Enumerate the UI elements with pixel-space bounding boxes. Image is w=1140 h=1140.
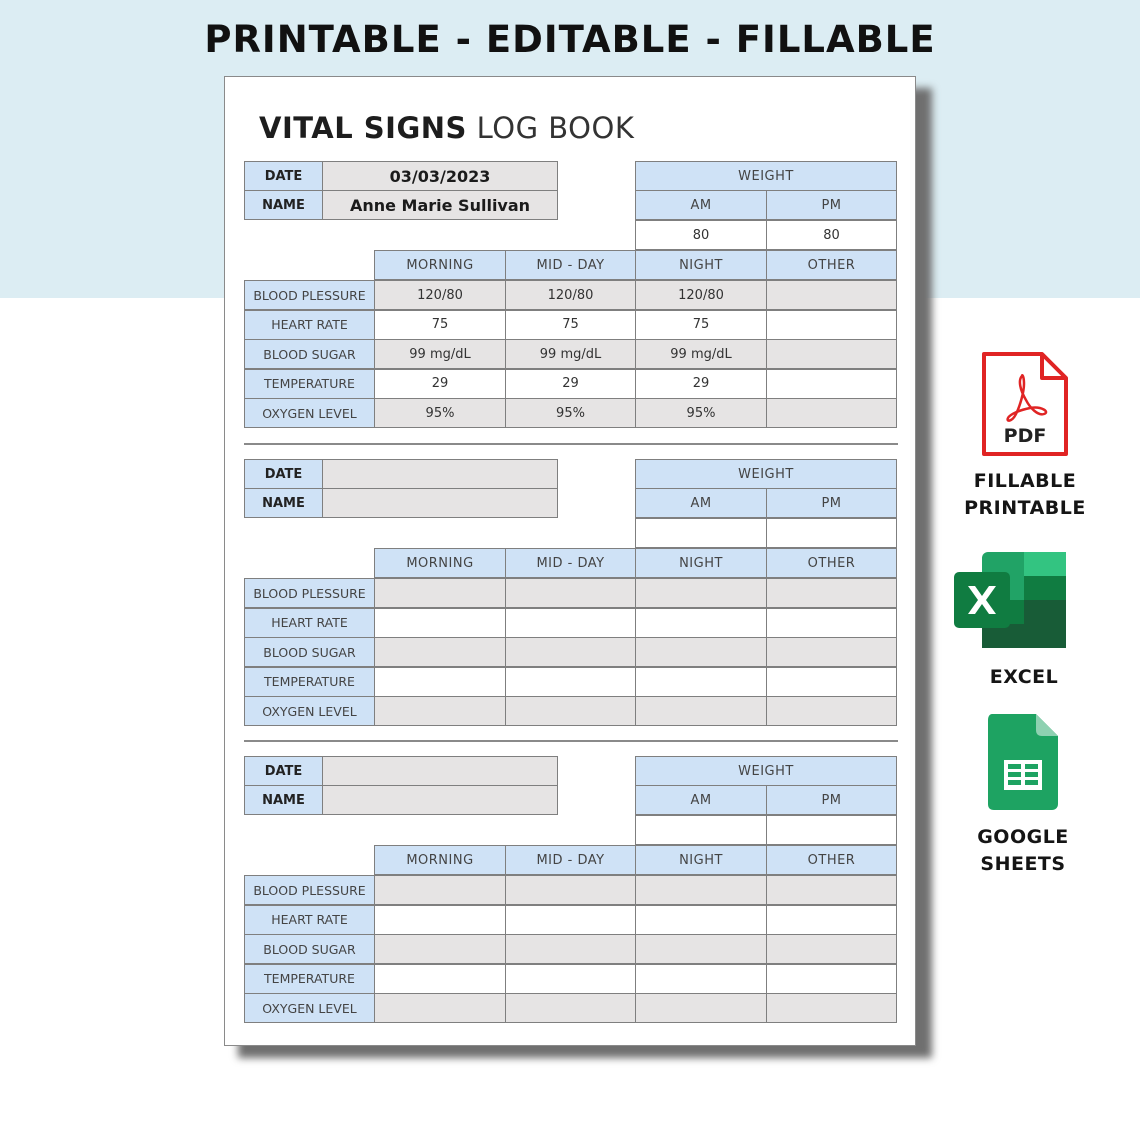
- vital-value-cell[interactable]: [766, 905, 897, 935]
- weight-am-header: AM: [635, 190, 767, 220]
- entry-block-3: [244, 756, 898, 1024]
- vital-value-cell[interactable]: [374, 608, 506, 638]
- column-header: NIGHT: [635, 548, 767, 578]
- pdf-label-line1: FILLABLE: [973, 470, 1077, 492]
- row-label: HEART RATE: [244, 608, 375, 638]
- vital-value-cell[interactable]: [505, 875, 636, 905]
- name-label: NAME: [244, 190, 323, 220]
- vital-value-cell[interactable]: 120/80: [505, 280, 636, 310]
- column-header: MID - DAY: [505, 845, 636, 875]
- sheets-label-line1: GOOGLE: [977, 826, 1069, 848]
- row-label: HEART RATE: [244, 310, 375, 340]
- vital-value-cell[interactable]: [635, 934, 767, 964]
- column-header: NIGHT: [635, 250, 767, 280]
- name-field[interactable]: [322, 785, 558, 815]
- row-label: TEMPERATURE: [244, 667, 375, 697]
- row-label: BLOOD PLESSURE: [244, 578, 375, 608]
- vital-value-cell[interactable]: 95%: [374, 398, 506, 428]
- excel-label: EXCEL: [989, 666, 1059, 688]
- weight-am-header: AM: [635, 785, 767, 815]
- vital-value-cell[interactable]: [766, 280, 897, 310]
- weight-pm-field[interactable]: [766, 518, 897, 548]
- pdf-badge-text: PDF: [1003, 425, 1047, 447]
- vital-value-cell[interactable]: [635, 578, 767, 608]
- row-label: BLOOD SUGAR: [244, 934, 375, 964]
- vital-value-cell[interactable]: [635, 964, 767, 994]
- date-label: DATE: [244, 459, 323, 489]
- vital-value-cell[interactable]: [766, 637, 897, 667]
- vital-value-cell[interactable]: [766, 398, 897, 428]
- name-label: NAME: [244, 785, 323, 815]
- column-header: OTHER: [766, 250, 897, 280]
- date-label: DATE: [244, 161, 323, 191]
- title-light: LOG BOOK: [476, 111, 635, 145]
- vital-value-cell[interactable]: [374, 875, 506, 905]
- weight-pm-header: PM: [766, 785, 897, 815]
- vital-value-cell[interactable]: [766, 993, 897, 1023]
- vital-value-cell[interactable]: 95%: [635, 398, 767, 428]
- column-header: OTHER: [766, 548, 897, 578]
- vital-value-cell[interactable]: [635, 608, 767, 638]
- row-label: BLOOD PLESSURE: [244, 875, 375, 905]
- google-sheets-icon: [986, 712, 1060, 812]
- vital-value-cell[interactable]: [374, 578, 506, 608]
- vital-value-cell[interactable]: 99 mg/dL: [635, 339, 767, 369]
- row-label: OXYGEN LEVEL: [244, 696, 375, 726]
- vital-value-cell[interactable]: [374, 964, 506, 994]
- weight-header: WEIGHT: [635, 459, 897, 489]
- weight-pm-header: PM: [766, 488, 897, 518]
- weight-am-field[interactable]: [635, 518, 767, 548]
- weight-am-field[interactable]: 80: [635, 220, 767, 250]
- vital-value-cell[interactable]: [766, 667, 897, 697]
- vital-value-cell[interactable]: [635, 696, 767, 726]
- pdf-file-icon: [980, 350, 1070, 458]
- row-label: TEMPERATURE: [244, 369, 375, 399]
- vital-value-cell[interactable]: 99 mg/dL: [374, 339, 506, 369]
- vital-value-cell[interactable]: 120/80: [635, 280, 767, 310]
- date-field[interactable]: [322, 459, 558, 489]
- vital-value-cell[interactable]: [766, 875, 897, 905]
- vital-value-cell[interactable]: [766, 369, 897, 399]
- row-label: BLOOD PLESSURE: [244, 280, 375, 310]
- entry-block-2: [244, 459, 898, 727]
- weight-am-header: AM: [635, 488, 767, 518]
- weight-pm-field[interactable]: 80: [766, 220, 897, 250]
- section-divider: [244, 443, 898, 445]
- vital-value-cell[interactable]: [505, 934, 636, 964]
- name-label: NAME: [244, 488, 323, 518]
- vital-value-cell[interactable]: 75: [374, 310, 506, 340]
- name-field[interactable]: Anne Marie Sullivan: [322, 190, 558, 220]
- vital-value-cell[interactable]: 75: [505, 310, 636, 340]
- vital-value-cell[interactable]: [766, 964, 897, 994]
- row-label: HEART RATE: [244, 905, 375, 935]
- vital-value-cell[interactable]: 29: [505, 369, 636, 399]
- vital-value-cell[interactable]: [374, 637, 506, 667]
- sheets-label: [923, 824, 1123, 878]
- date-field[interactable]: [322, 756, 558, 786]
- row-label: OXYGEN LEVEL: [244, 993, 375, 1023]
- entry-block-1: [244, 161, 898, 429]
- vital-value-cell[interactable]: [635, 905, 767, 935]
- pdf-label-line2: PRINTABLE: [964, 497, 1086, 519]
- vital-value-cell[interactable]: [766, 339, 897, 369]
- vital-value-cell[interactable]: [505, 696, 636, 726]
- weight-header: WEIGHT: [635, 161, 897, 191]
- row-label: TEMPERATURE: [244, 964, 375, 994]
- vital-value-cell[interactable]: 120/80: [374, 280, 506, 310]
- vital-value-cell[interactable]: [374, 905, 506, 935]
- banner-title: PRINTABLE - EDITABLE - FILLABLE: [204, 18, 936, 61]
- vital-value-cell[interactable]: [766, 696, 897, 726]
- row-label: BLOOD SUGAR: [244, 637, 375, 667]
- weight-pm-header: PM: [766, 190, 897, 220]
- column-header: MORNING: [374, 548, 506, 578]
- vital-value-cell[interactable]: [766, 934, 897, 964]
- vital-value-cell[interactable]: [635, 637, 767, 667]
- vital-value-cell[interactable]: [374, 993, 506, 1023]
- excel-icon: [952, 550, 1068, 650]
- vital-value-cell[interactable]: [766, 310, 897, 340]
- column-header: MID - DAY: [505, 250, 636, 280]
- vital-value-cell[interactable]: 95%: [505, 398, 636, 428]
- column-header: OTHER: [766, 845, 897, 875]
- vital-value-cell[interactable]: [505, 993, 636, 1023]
- vital-value-cell[interactable]: [635, 993, 767, 1023]
- section-divider: [244, 740, 898, 742]
- vital-value-cell[interactable]: 99 mg/dL: [505, 339, 636, 369]
- vital-value-cell[interactable]: [374, 934, 506, 964]
- vital-value-cell[interactable]: [505, 637, 636, 667]
- vital-value-cell[interactable]: [374, 667, 506, 697]
- column-header: MID - DAY: [505, 548, 636, 578]
- vital-value-cell[interactable]: [635, 667, 767, 697]
- row-label: OXYGEN LEVEL: [244, 398, 375, 428]
- vital-value-cell[interactable]: [505, 667, 636, 697]
- vital-value-cell[interactable]: [505, 905, 636, 935]
- title-bold: VITAL SIGNS: [259, 111, 467, 145]
- vital-value-cell[interactable]: [374, 696, 506, 726]
- vital-value-cell[interactable]: [505, 578, 636, 608]
- date-field[interactable]: 03/03/2023: [322, 161, 558, 191]
- date-label: DATE: [244, 756, 323, 786]
- name-field[interactable]: [322, 488, 558, 518]
- vital-value-cell[interactable]: [505, 608, 636, 638]
- vital-value-cell[interactable]: [505, 964, 636, 994]
- vital-value-cell[interactable]: [766, 578, 897, 608]
- weight-am-field[interactable]: [635, 815, 767, 845]
- sheet-title: [259, 111, 634, 145]
- vital-value-cell[interactable]: [766, 608, 897, 638]
- pdf-label: [925, 468, 1125, 522]
- vital-value-cell[interactable]: 29: [635, 369, 767, 399]
- weight-header: WEIGHT: [635, 756, 897, 786]
- log-sheet: [224, 76, 916, 1046]
- column-header: NIGHT: [635, 845, 767, 875]
- sheets-label-line2: SHEETS: [980, 853, 1066, 875]
- column-header: MORNING: [374, 250, 506, 280]
- column-header: MORNING: [374, 845, 506, 875]
- weight-pm-field[interactable]: [766, 815, 897, 845]
- vital-value-cell[interactable]: 75: [635, 310, 767, 340]
- row-label: BLOOD SUGAR: [244, 339, 375, 369]
- vital-value-cell[interactable]: [635, 875, 767, 905]
- vital-value-cell[interactable]: 29: [374, 369, 506, 399]
